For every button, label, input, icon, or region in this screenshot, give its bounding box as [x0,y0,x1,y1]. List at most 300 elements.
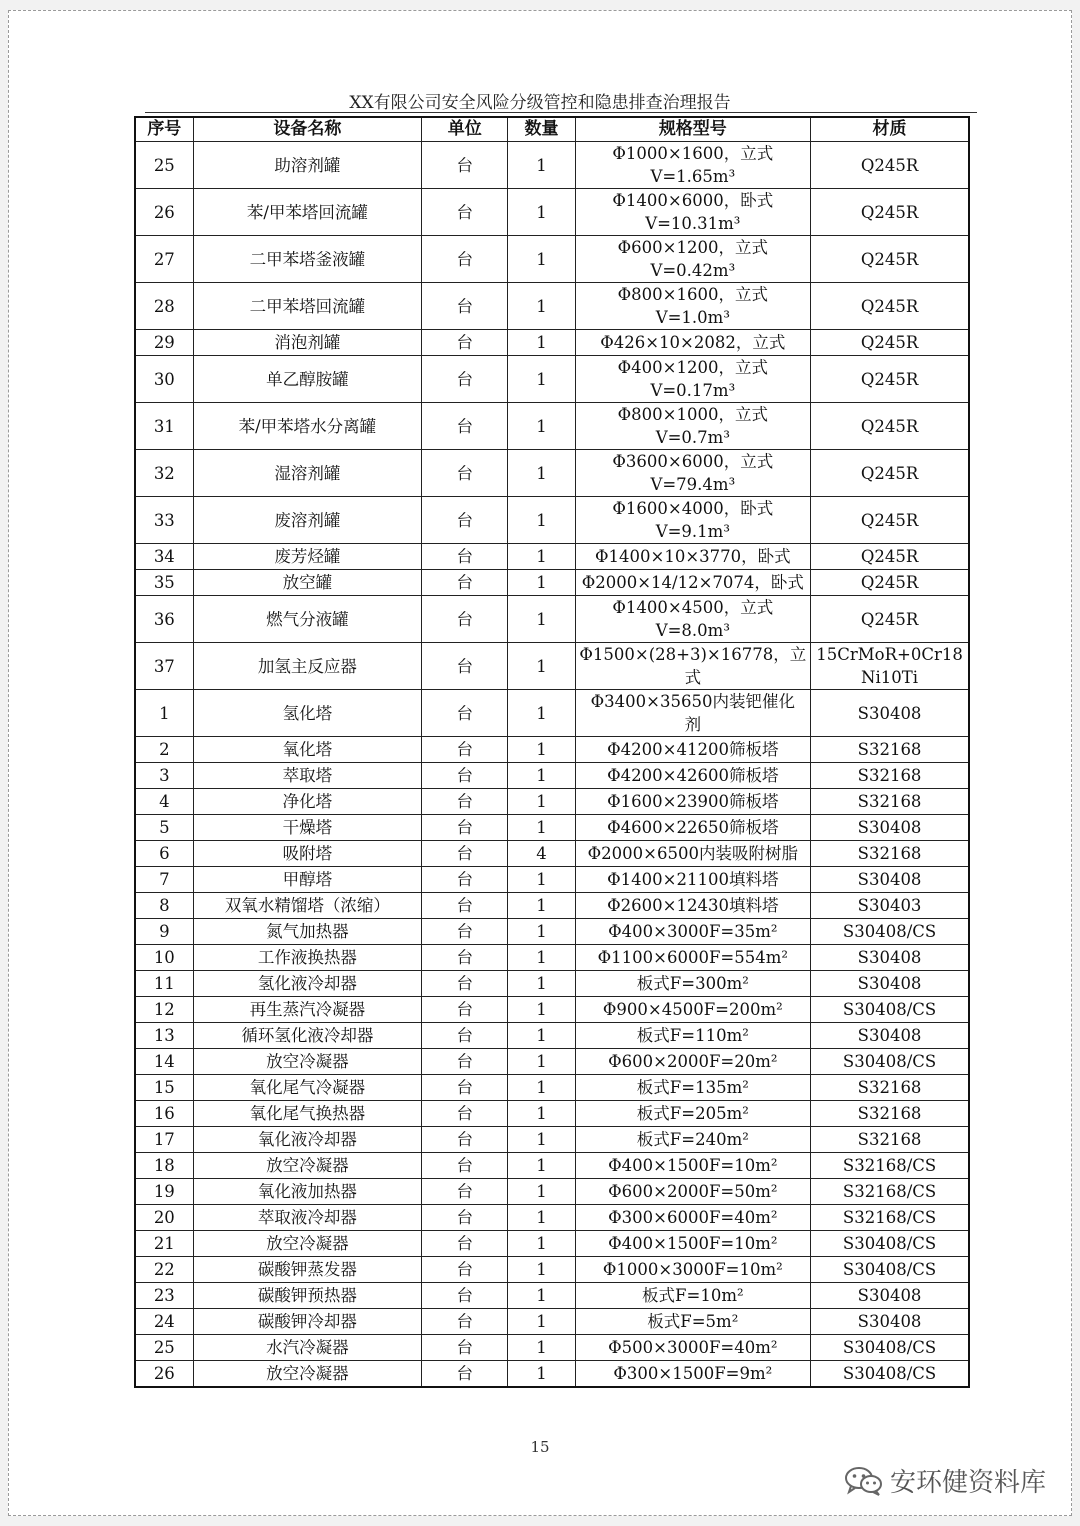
cell-no-text: 23 [153,1285,175,1305]
table-row [135,1257,969,1283]
cell-spec [575,1023,811,1049]
table-row [135,643,969,690]
column-header-spec: 规格型号 [575,117,811,142]
table-row [135,570,969,596]
cell-spec [575,1309,811,1335]
cell-spec [575,1153,811,1179]
cell-spec [575,1049,811,1075]
cell-spec-text: Φ1400×6000，卧式 [612,191,774,210]
cell-unit-text: 台 [456,703,474,723]
cell-no-text: 25 [153,1337,175,1357]
cell-name-text: 加氢主反应器 [257,656,357,676]
table-row [135,789,969,815]
cell-spec [575,1335,811,1361]
cell-name [193,189,422,236]
cell-qty [508,189,575,236]
cell-unit [422,1309,508,1335]
cell-no-text: 13 [153,1025,175,1045]
cell-material [811,945,969,971]
cell-unit [422,1179,508,1205]
cell-name-text: 吸附塔 [282,843,333,863]
table-row [135,1023,969,1049]
cell-no [135,596,193,643]
cell-qty [508,1075,575,1101]
cell-material-text: Q245R [860,572,919,592]
cell-spec-text: Φ1400×4500，立式 [612,598,774,617]
cell-unit-text: 台 [456,921,474,941]
cell-material [811,142,969,189]
cell-spec-text: V=79.4m³ [650,475,736,494]
cell-spec-text: Φ1600×23900筛板塔 [607,791,779,811]
cell-unit [422,690,508,737]
cell-name [193,596,422,643]
cell-name-text: 氮气加热器 [266,921,349,941]
cell-qty-text: 1 [536,1207,547,1227]
cell-unit [422,142,508,189]
cell-no [135,1205,193,1231]
cell-material-text: S30403 [857,895,922,915]
cell-material-text: S30408 [857,817,922,837]
cell-name [193,1049,422,1075]
table-row [135,841,969,867]
cell-spec-text: V=10.31m³ [645,214,741,233]
cell-name [193,1153,422,1179]
cell-material [811,815,969,841]
cell-no-text: 29 [153,332,175,352]
cell-qty-text: 1 [536,202,547,222]
cell-unit-text: 台 [456,510,474,530]
cell-no [135,1361,193,1388]
cell-name-text: 净化塔 [282,791,333,811]
cell-spec [575,330,811,356]
cell-no-text: 22 [153,1259,175,1279]
cell-material-text: S30408 [857,1311,922,1331]
cell-material [811,1127,969,1153]
cell-material-text: S32168 [857,843,922,863]
cell-material-text: Q245R [860,369,919,389]
cell-name-text: 氧化尾气换热器 [249,1103,366,1123]
cell-spec-text: Φ500×3000F=40m² [608,1337,778,1357]
cell-no-text: 7 [159,869,170,889]
table-row [135,1361,969,1388]
cell-spec [575,1231,811,1257]
cell-material [811,841,969,867]
cell-unit-text: 台 [456,1051,474,1071]
table-row [135,1179,969,1205]
cell-spec-text: 板式F=240m² [636,1129,749,1149]
cell-qty [508,356,575,403]
cell-spec-text: Φ1000×3000F=10m² [602,1259,783,1279]
cell-qty-text: 1 [536,869,547,889]
cell-no-text: 9 [159,921,170,941]
cell-unit [422,450,508,497]
cell-spec-text: Φ400×1200，立式 [617,358,768,377]
cell-material-text: S32168/CS [842,1207,937,1227]
cell-qty-text: 1 [536,1155,547,1175]
cell-unit-text: 台 [456,1207,474,1227]
cell-spec [575,497,811,544]
cell-no [135,867,193,893]
cell-name-text: 萃取塔 [282,765,333,785]
cell-material-text: Q245R [860,510,919,530]
cell-material [811,690,969,737]
cell-unit [422,643,508,690]
cell-material-text: S30408/CS [842,999,937,1019]
cell-material-text: S32168 [857,739,922,759]
cell-name-text: 放空罐 [282,572,333,592]
cell-qty-text: 1 [536,765,547,785]
cell-name [193,497,422,544]
cell-qty [508,945,575,971]
cell-name-text: 碳酸钾冷却器 [257,1311,357,1331]
table-row [135,690,969,737]
cell-qty [508,1049,575,1075]
cell-no [135,690,193,737]
cell-no-text: 10 [153,947,175,967]
cell-spec [575,971,811,997]
cell-unit-text: 台 [456,1233,474,1253]
cell-qty [508,1257,575,1283]
cell-spec [575,997,811,1023]
cell-unit-text: 台 [456,1103,474,1123]
cell-qty [508,737,575,763]
cell-spec [575,763,811,789]
cell-no-text: 2 [159,739,170,759]
cell-material-text: S30408/CS [842,1051,937,1071]
cell-qty-text: 1 [536,1025,547,1045]
cell-qty [508,919,575,945]
cell-no [135,283,193,330]
cell-no [135,1335,193,1361]
cell-name [193,142,422,189]
cell-unit-text: 台 [456,1129,474,1149]
cell-name-text: 氢化液冷却器 [257,973,357,993]
cell-no-text: 19 [153,1181,175,1201]
cell-name-text: 双氧水精馏塔（浓缩） [224,895,390,915]
cell-unit [422,1101,508,1127]
cell-qty-text: 1 [536,817,547,837]
cell-name [193,403,422,450]
cell-spec-text: Φ1600×4000，卧式 [612,499,774,518]
cell-name [193,690,422,737]
cell-no [135,1127,193,1153]
cell-no-text: 14 [153,1051,175,1071]
cell-qty [508,1361,575,1388]
cell-no [135,330,193,356]
cell-unit [422,356,508,403]
cell-name-text: 甲醇塔 [282,869,333,889]
cell-material-text: S32168 [857,765,922,785]
cell-no-text: 18 [153,1155,175,1175]
cell-unit-text: 台 [456,202,474,222]
cell-material [811,236,969,283]
cell-spec-text: V=0.42m³ [650,261,736,280]
table-row [135,1205,969,1231]
cell-name-text: 放空冷凝器 [266,1363,349,1383]
cell-material [811,1257,969,1283]
cell-qty [508,283,575,330]
cell-unit-text: 台 [456,791,474,811]
cell-material-text: S30408 [857,1285,922,1305]
table-row [135,189,969,236]
cell-no [135,356,193,403]
cell-material [811,283,969,330]
cell-unit [422,1049,508,1075]
cell-no [135,1075,193,1101]
cell-name [193,737,422,763]
cell-name-text: 氧化液冷却器 [257,1129,357,1149]
cell-qty-text: 1 [536,1181,547,1201]
cell-name [193,283,422,330]
column-header-qty: 数量 [508,117,575,142]
cell-unit-text: 台 [456,1363,474,1383]
cell-no-text: 15 [153,1077,175,1097]
cell-qty-text: 1 [536,1285,547,1305]
cell-name [193,893,422,919]
cell-material-text: S32168 [857,1129,922,1149]
cell-name [193,330,422,356]
cell-spec-text: V=0.7m³ [655,428,730,447]
cell-name [193,1205,422,1231]
cell-spec-text: 板式F=5m² [647,1311,739,1331]
cell-spec [575,919,811,945]
table-row [135,997,969,1023]
cell-name-text: 碳酸钾预热器 [257,1285,357,1305]
cell-name-text: 二甲苯塔釜液罐 [249,249,366,269]
cell-no [135,893,193,919]
cell-material [811,356,969,403]
cell-name [193,450,422,497]
cell-name-text: 湿溶剂罐 [274,463,341,483]
cell-qty [508,841,575,867]
cell-unit [422,789,508,815]
cell-material [811,867,969,893]
watermark-text: 安环健资料库 [889,1468,1046,1498]
cell-qty [508,403,575,450]
cell-unit [422,815,508,841]
cell-no [135,450,193,497]
cell-spec [575,596,811,643]
cell-no-text: 16 [153,1103,175,1123]
cell-spec-text: Φ3400×35650内装钯催化 [590,692,795,711]
cell-material-text: S30408/CS [842,1259,937,1279]
cell-name-text: 水汽冷凝器 [266,1337,349,1357]
cell-spec [575,142,811,189]
page-header-title: XX有限公司安全风险分级管控和隐患排查治理报告 [349,93,731,113]
cell-no-text: 3 [159,765,170,785]
cell-qty [508,544,575,570]
cell-spec [575,841,811,867]
cell-no [135,763,193,789]
cell-unit [422,330,508,356]
cell-name [193,919,422,945]
cell-unit [422,1231,508,1257]
header-rule [145,112,977,113]
cell-spec [575,1205,811,1231]
cell-qty [508,789,575,815]
cell-name [193,815,422,841]
cell-spec [575,189,811,236]
cell-no [135,1257,193,1283]
cell-no [135,544,193,570]
cell-qty [508,971,575,997]
cell-material-text: S32168 [857,1077,922,1097]
cell-no [135,945,193,971]
cell-material-text: S32168 [857,1103,922,1123]
cell-no [135,971,193,997]
cell-name-text: 苯/甲苯塔回流罐 [246,202,368,222]
cell-qty [508,450,575,497]
cell-material-text: S30408/CS [842,1337,937,1357]
cell-spec [575,1179,811,1205]
cell-spec-text: Φ300×1500F=9m² [613,1363,773,1383]
cell-no-text: 6 [159,843,170,863]
cell-no-text: 31 [153,416,175,436]
cell-unit [422,971,508,997]
cell-material [811,1023,969,1049]
cell-material-text: S32168/CS [842,1181,937,1201]
cell-name [193,1335,422,1361]
cell-unit [422,1283,508,1309]
cell-spec-text: V=9.1m³ [655,522,730,541]
cell-spec [575,1361,811,1388]
table-row [135,596,969,643]
table-row [135,497,969,544]
cell-spec [575,1101,811,1127]
cell-no-text: 32 [153,463,175,483]
cell-no-text: 24 [153,1311,175,1331]
cell-qty-text: 1 [536,1051,547,1071]
cell-no [135,1283,193,1309]
cell-material [811,1361,969,1388]
cell-no-text: 33 [153,510,175,530]
cell-qty-text: 1 [536,249,547,269]
cell-unit-text: 台 [456,332,474,352]
cell-name [193,1257,422,1283]
cell-qty [508,1127,575,1153]
cell-spec-text: Φ600×2000F=50m² [608,1181,778,1201]
table-row [135,356,969,403]
column-header-no: 序号 [135,117,193,142]
cell-material-text: S30408/CS [842,1233,937,1253]
cell-unit [422,236,508,283]
cell-spec-text: 板式F=10m² [642,1285,744,1305]
column-header-material: 材质 [811,117,969,142]
cell-unit-text: 台 [456,947,474,967]
cell-unit-text: 台 [456,765,474,785]
cell-unit-text: 台 [456,463,474,483]
cell-no [135,815,193,841]
cell-name-text: 氧化尾气冷凝器 [249,1077,366,1097]
cell-material [811,1335,969,1361]
cell-material [811,971,969,997]
cell-no-text: 5 [159,817,170,837]
cell-unit [422,1361,508,1388]
cell-spec-text: 板式F=110m² [636,1025,749,1045]
cell-no [135,236,193,283]
cell-spec-text: Φ2600×12430填料塔 [607,895,779,915]
table-row [135,867,969,893]
cell-material [811,893,969,919]
cell-qty [508,1101,575,1127]
cell-qty-text: 1 [536,296,547,316]
cell-material-text: Q245R [860,202,919,222]
cell-no-text: 11 [153,973,175,993]
cell-unit [422,945,508,971]
cell-unit-text: 台 [456,895,474,915]
cell-unit-text: 台 [456,1259,474,1279]
cell-qty [508,893,575,919]
cell-qty [508,596,575,643]
table-row [135,142,969,189]
cell-material [811,1075,969,1101]
cell-name-text: 助溶剂罐 [274,155,341,175]
cell-no-text: 26 [153,1363,175,1383]
cell-spec [575,283,811,330]
cell-material-text: S30408 [857,703,922,723]
cell-spec [575,867,811,893]
cell-spec [575,1127,811,1153]
cell-unit [422,283,508,330]
cell-unit-text: 台 [456,1077,474,1097]
cell-no-text: 12 [153,999,175,1019]
cell-unit-text: 台 [456,249,474,269]
cell-material-text: Ni10Ti [861,668,919,687]
cell-material-text: Q245R [860,546,919,566]
cell-material-text: S30408 [857,947,922,967]
cell-name-text: 碳酸钾蒸发器 [257,1259,357,1279]
cell-material [811,1049,969,1075]
cell-unit [422,596,508,643]
cell-name [193,1101,422,1127]
cell-no-text: 34 [153,546,175,566]
cell-qty [508,1283,575,1309]
cell-spec-text: Φ300×6000F=40m² [608,1207,778,1227]
cell-no [135,997,193,1023]
cell-qty-text: 1 [536,463,547,483]
cell-no [135,1179,193,1205]
column-header-name: 设备名称 [193,117,422,142]
cell-no-text: 26 [153,202,175,222]
cell-name-text: 废芳烃罐 [274,546,341,566]
table-row [135,893,969,919]
cell-no-text: 30 [153,369,175,389]
cell-no [135,1023,193,1049]
table-row [135,544,969,570]
cell-name-text: 废溶剂罐 [274,510,341,530]
cell-no [135,1309,193,1335]
cell-name-text: 苯/甲苯塔水分离罐 [238,416,377,436]
cell-unit [422,763,508,789]
cell-unit-text: 台 [456,656,474,676]
cell-name [193,643,422,690]
table-row [135,403,969,450]
cell-qty-text: 1 [536,332,547,352]
cell-name-text: 氢化塔 [282,703,333,723]
column-header-unit: 单位 [422,117,508,142]
table-row [135,1153,969,1179]
cell-qty-text: 1 [536,973,547,993]
cell-material-text: Q245R [860,296,919,316]
cell-spec [575,737,811,763]
cell-name [193,1075,422,1101]
cell-name-text: 干燥塔 [282,817,333,837]
cell-no [135,189,193,236]
cell-name-text: 放空冷凝器 [266,1233,349,1253]
cell-no-text: 8 [159,895,170,915]
cell-no-text: 27 [153,249,175,269]
cell-unit [422,919,508,945]
